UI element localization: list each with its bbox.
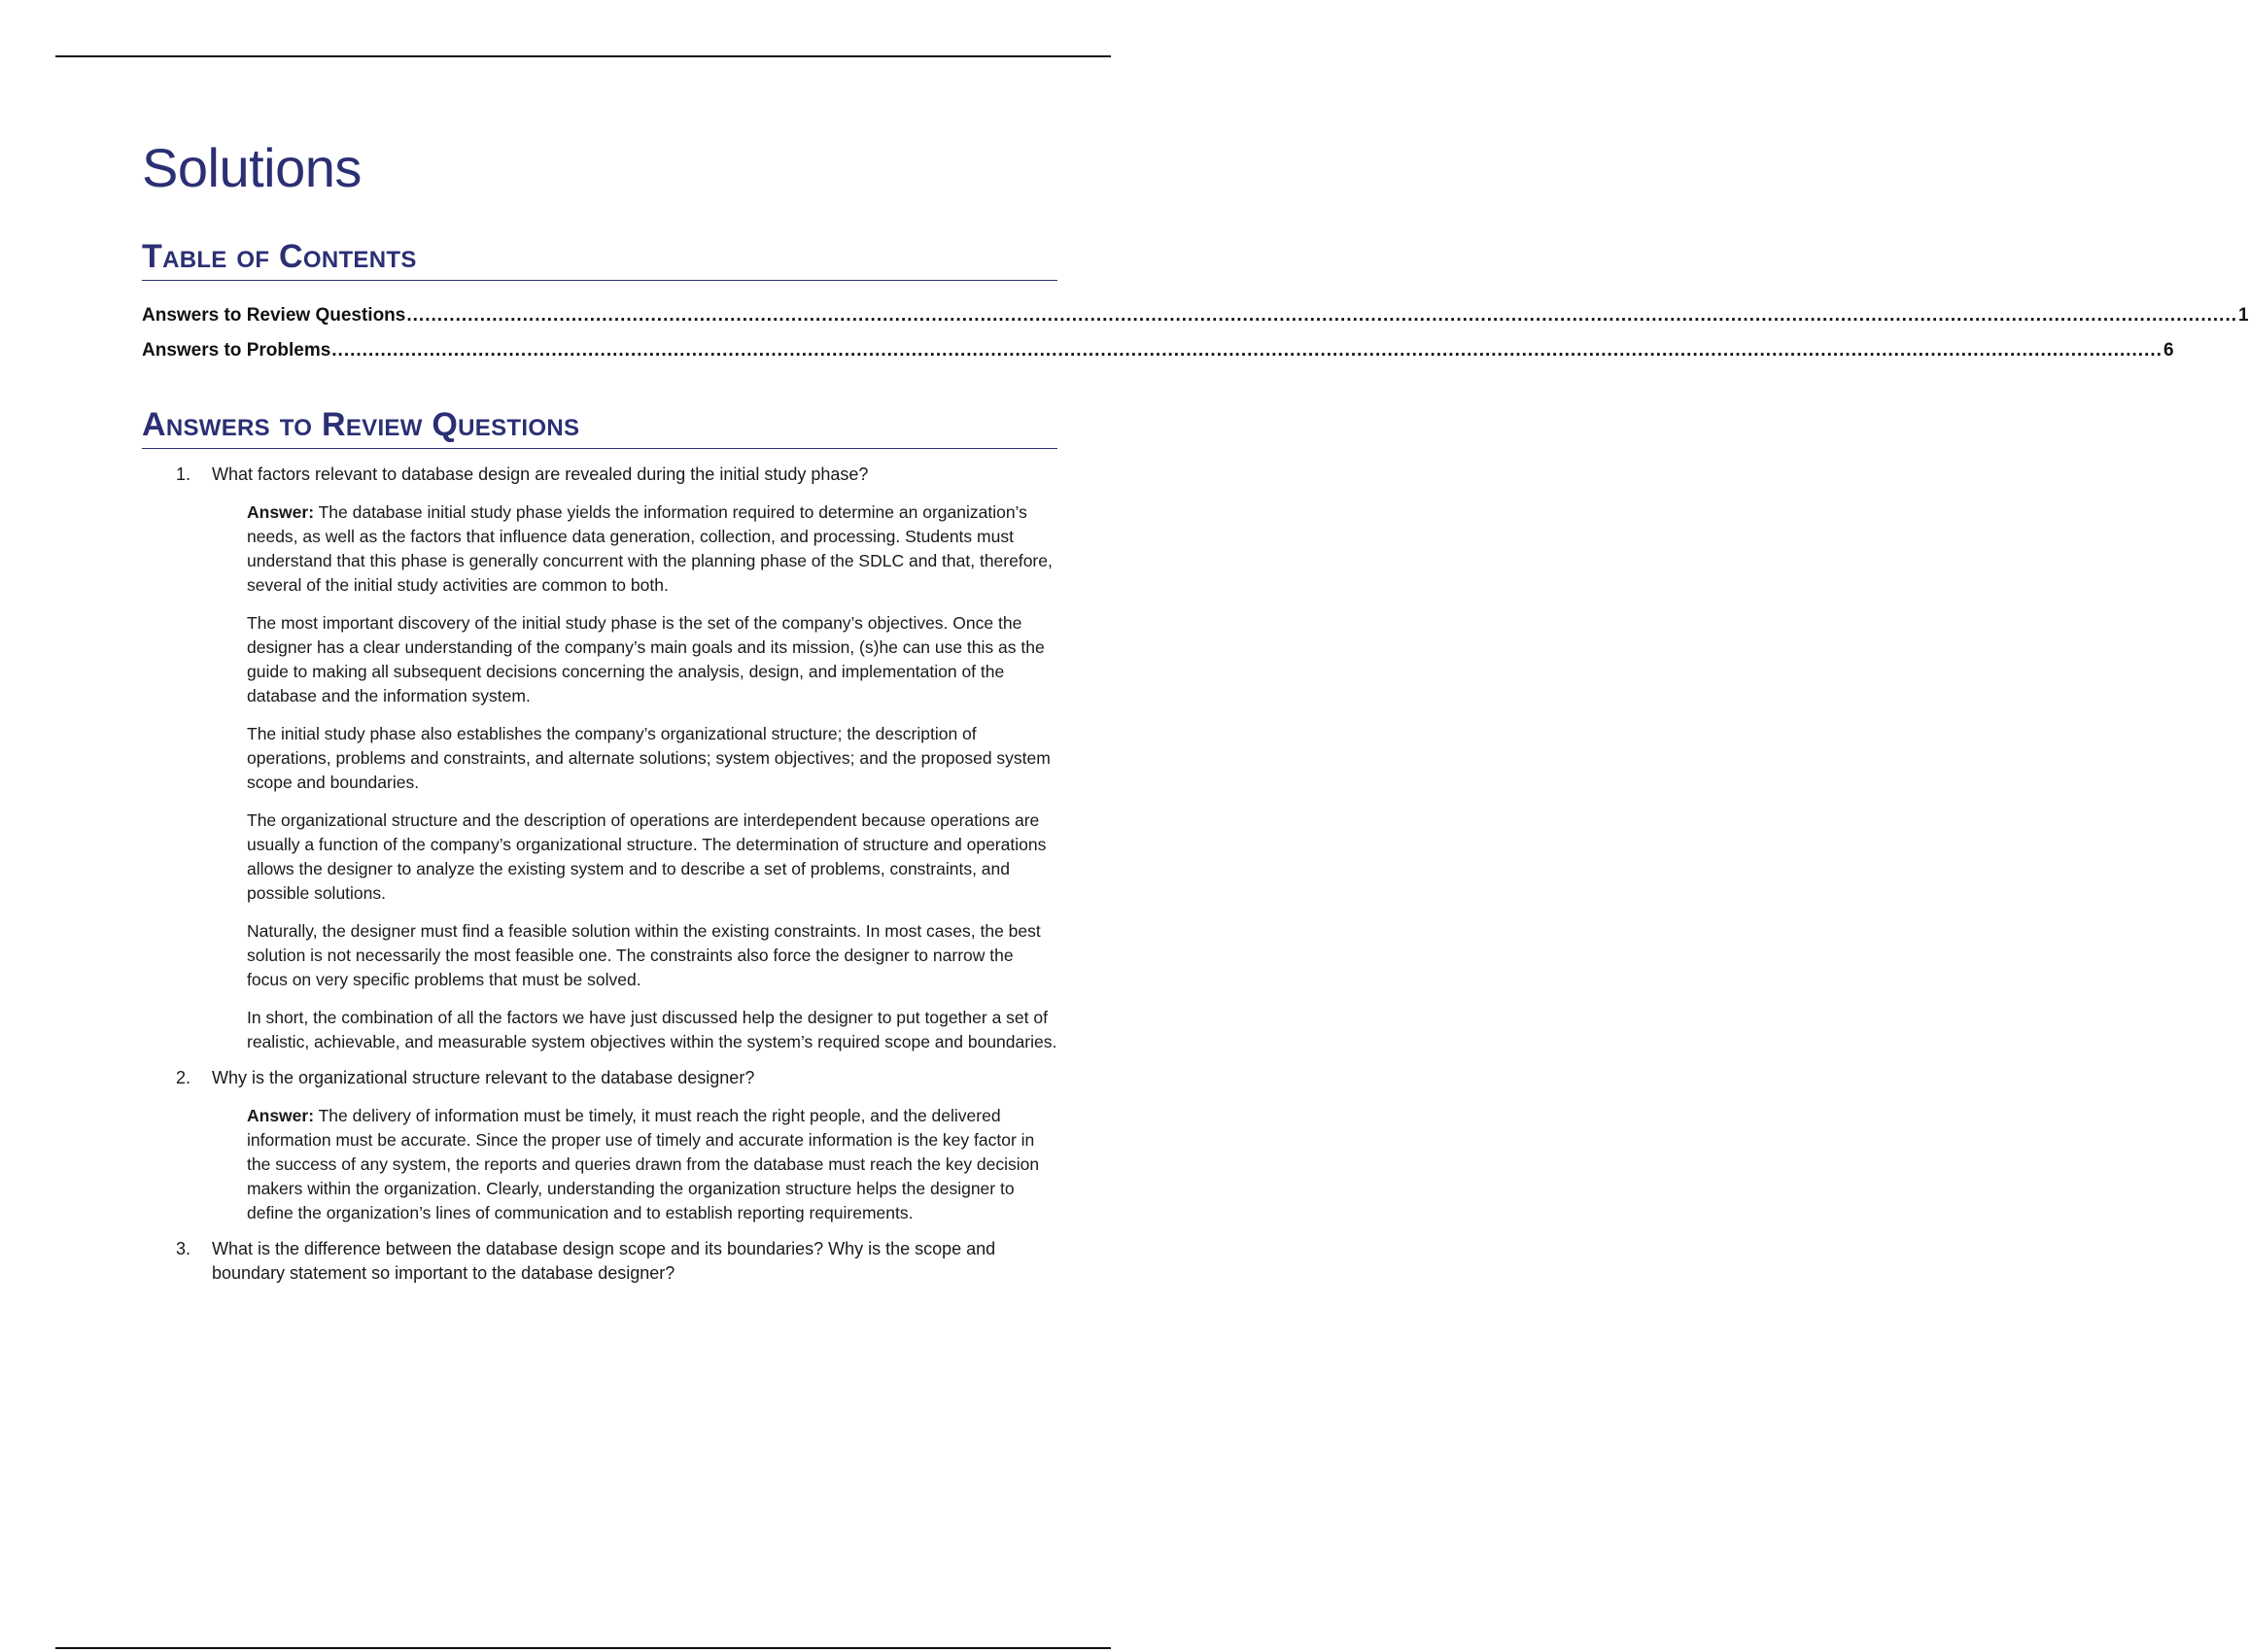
answer-paragraph: In short, the combination of all the factors we have just discussed help the designer to put together a set of realistic, achievable, and measurable system objectives within the system’s required scope and boundaries.	[247, 1008, 1057, 1051]
toc-entry-problems[interactable]	[142, 333, 2174, 368]
footer-rule	[55, 1647, 1111, 1649]
answer-block	[247, 1104, 1057, 1225]
answer-paragraph: The organizational structure and the description of operations are interdependent because operations are usually a function of the company’s organizational structure. The determination of structure and operations allows the designer to analyze the existing system and to describe a set of problems, constraints, and possible solutions.	[247, 810, 1047, 903]
answer-label: Answer:	[247, 502, 315, 522]
review-question-list	[142, 463, 1057, 1286]
answer-text: The delivery of information must be timely, it must reach the right people, and the delivered information must be accurate. Since the proper use of timely and accurate information is the key factor in the success of any system, the reports and queries drawn from the database must reach the key decision makers within the organization. Clearly, understanding the organization structure helps the designer to define the organization’s lines of communication and to establish reporting requirements.	[247, 1106, 1040, 1222]
question-text: Why is the organizational structure relevant to the database designer?	[212, 1068, 755, 1087]
toc-entry-label: Answers to Problems	[142, 340, 331, 361]
answer-paragraph: Naturally, the designer must find a feasible solution within the existing constraints. In most cases, the best solution is not necessarily the most feasible one. The constraints also force the designer to narrow the focus on very specific problems that must be solved.	[247, 921, 1041, 989]
answer-paragraph	[247, 500, 1057, 598]
question-item	[142, 1066, 1057, 1225]
answer-paragraph: The initial study phase also establishes the company’s organizational structure; the description of operations, problems and constraints, and alternate solutions; system objectives; and the proposed system scope and boundaries.	[247, 724, 1051, 792]
toc-entry-label: Answers to Review Questions	[142, 305, 406, 326]
table-of-contents	[142, 298, 2249, 368]
toc-dot-leader: ............................................................................................................................................................................................................................................................................................................	[406, 305, 2238, 326]
answer-label: Answer:	[247, 1106, 315, 1125]
toc-heading: Table of Contents	[142, 237, 1057, 281]
question-number: 2.	[176, 1068, 191, 1087]
question-item	[142, 463, 1057, 1054]
answer-paragraph: The most important discovery of the initial study phase is the set of the company’s objectives. Once the designer has a clear understanding of the company’s main goals and its mission, (s)he can use this as the guide to making all subsequent decisions concerning the analysis, design, and implementation of the database and the information system.	[247, 613, 1045, 706]
question-text: What is the difference between the database design scope and its boundaries? Why is the scope and boundary statement so important to the database designer?	[212, 1239, 996, 1283]
document-page	[142, 134, 2249, 1297]
review-questions-heading: Answers to Review Questions	[142, 405, 1057, 449]
question-item	[142, 1237, 1057, 1286]
answer-block	[247, 500, 1057, 1054]
header-rule	[55, 55, 1111, 57]
question-number: 3.	[176, 1239, 191, 1258]
toc-entry-page: 1	[2238, 305, 2249, 326]
document-title: Solutions	[142, 137, 362, 198]
toc-entry-review-questions[interactable]	[142, 298, 2249, 333]
question-number: 1.	[176, 465, 191, 484]
question-text: What factors relevant to database design are revealed during the initial study phase?	[212, 465, 869, 484]
answer-paragraph	[247, 1104, 1057, 1225]
toc-entry-page: 6	[2162, 340, 2174, 361]
answer-text: The database initial study phase yields the information required to determine an organization’s needs, as well as the factors that influence data generation, collection, and processing. Students must understand that this phase is generally concurrent with the planning phase of the SDLC and that, therefore, several of the initial study activities are common to both.	[247, 502, 1053, 595]
toc-dot-leader: ............................................................................................................................................................................................................................................................................................................	[331, 340, 2162, 361]
